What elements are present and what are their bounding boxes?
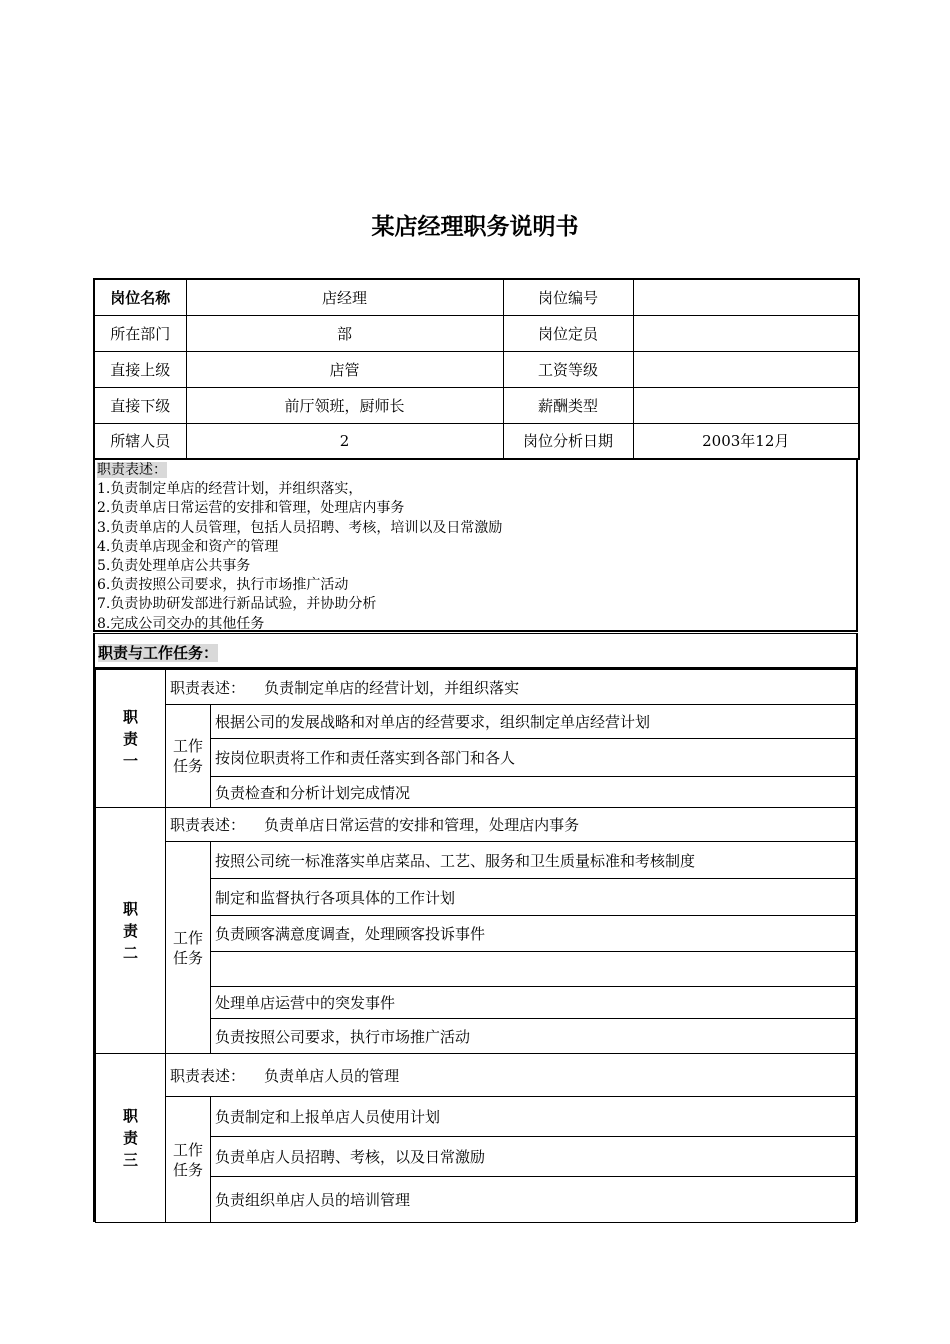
task-item: 负责顾客满意度调查，处理顾客投诉事件: [211, 916, 856, 952]
task-item: 制定和监督执行各项具体的工作计划: [211, 879, 856, 916]
task-item: 负责制定和上报单店人员使用计划: [211, 1097, 856, 1137]
summary-item: 5.负责处理单店公共事务: [97, 558, 251, 575]
summary-item: 3.负责单店的人员管理，包括人员招聘、考核，培训以及日常激励: [97, 519, 503, 536]
value-analysis-date: 2003年12月: [633, 423, 859, 459]
summary-heading: 职责表述：: [97, 462, 167, 478]
position-info-table: [93, 278, 860, 460]
duty-block-1: [93, 669, 858, 807]
duty-name: [96, 670, 166, 808]
work-tasks-label: [166, 1097, 211, 1223]
duty-summary: [93, 459, 858, 632]
label-position-name: 岗位名称: [94, 279, 186, 315]
table-row: [94, 351, 859, 387]
desc-label: 职责表述：: [170, 1066, 246, 1085]
table-row: [94, 423, 859, 459]
work-label-text: 工作 任务: [172, 737, 203, 775]
task-item: 按照公司统一标准落实单店菜品、工艺、服务和卫生质量标准和考核制度: [211, 842, 856, 879]
label-staff-count: 所辖人员: [94, 423, 186, 459]
value-staff-count: 2: [186, 423, 503, 459]
label-salary-grade: 工资等级: [503, 351, 633, 387]
summary-item: 8.完成公司交办的其他任务: [97, 615, 265, 632]
duty-description: [166, 670, 856, 705]
value-position-name: 店经理: [186, 279, 503, 315]
task-item: [211, 952, 856, 987]
label-headcount: 岗位定员: [503, 315, 633, 351]
duty-description: [166, 808, 856, 842]
summary-item: 2.负责单店日常运营的安排和管理，处理店内事务: [97, 500, 405, 517]
value-supervisor: 店管: [186, 351, 503, 387]
desc-text: 负责单店日常运营的安排和管理，处理店内事务: [264, 816, 580, 834]
table-row: [94, 387, 859, 423]
work-tasks-label: [166, 842, 211, 1054]
duty-name-text: 职 责 二: [122, 899, 138, 962]
desc-label: 职责表述：: [170, 816, 246, 834]
label-pay-type: 薪酬类型: [503, 387, 633, 423]
work-tasks-label: [166, 705, 211, 808]
task-item: 负责检查和分析计划完成情况: [211, 777, 856, 808]
task-item: 根据公司的发展战略和对单店的经营要求，组织制定单店经营计划: [211, 705, 856, 739]
summary-item: 1.负责制定单店的经营计划，并组织落实，: [97, 481, 363, 498]
table-row: [94, 279, 859, 315]
label-supervisor: 直接上级: [94, 351, 186, 387]
task-item: 按岗位职责将工作和责任落实到各部门和各人: [211, 739, 856, 777]
duty-name: [96, 808, 166, 1054]
label-position-code: 岗位编号: [503, 279, 633, 315]
task-item: 处理单店运营中的突发事件: [211, 987, 856, 1019]
work-label-text: 工作 任务: [172, 1140, 203, 1179]
duty-block-2: [93, 807, 858, 1053]
duty-description: [166, 1054, 856, 1097]
duty-name: [96, 1054, 166, 1223]
value-department: 部: [186, 315, 503, 351]
duty-name-text: 职 责 一: [122, 707, 138, 770]
value-headcount: [633, 315, 859, 351]
label-subordinates: 直接下级: [94, 387, 186, 423]
summary-item: 6.负责按照公司要求，执行市场推广活动: [97, 577, 349, 594]
tasks-section-heading: [93, 633, 858, 669]
label-department: 所在部门: [94, 315, 186, 351]
label-analysis-date: 岗位分析日期: [503, 423, 633, 459]
value-salary-grade: [633, 351, 859, 387]
task-item: 负责按照公司要求，执行市场推广活动: [211, 1019, 856, 1054]
value-position-code: [633, 279, 859, 315]
summary-item: 4.负责单店现金和资产的管理: [97, 538, 279, 555]
desc-label: 职责表述：: [170, 678, 246, 697]
desc-text: 负责制定单店的经营计划，并组织落实: [264, 678, 520, 697]
work-label-text: 工作 任务: [172, 928, 203, 967]
summary-item: 7.负责协助研发部进行新品试验，并协助分析: [97, 596, 377, 613]
duty-block-3: [93, 1053, 858, 1222]
document-title: 某店经理职务说明书: [371, 214, 579, 240]
desc-text: 负责单店人员的管理: [264, 1066, 400, 1085]
table-row: [94, 315, 859, 351]
value-subordinates: 前厅领班，厨师长: [186, 387, 503, 423]
tasks-heading-text: 职责与工作任务：: [98, 644, 219, 662]
task-item: 负责单店人员招聘、考核，以及日常激励: [211, 1137, 856, 1177]
value-pay-type: [633, 387, 859, 423]
duty-name-text: 职 责 三: [122, 1107, 138, 1169]
task-item: 负责组织单店人员的培训管理: [211, 1177, 856, 1223]
